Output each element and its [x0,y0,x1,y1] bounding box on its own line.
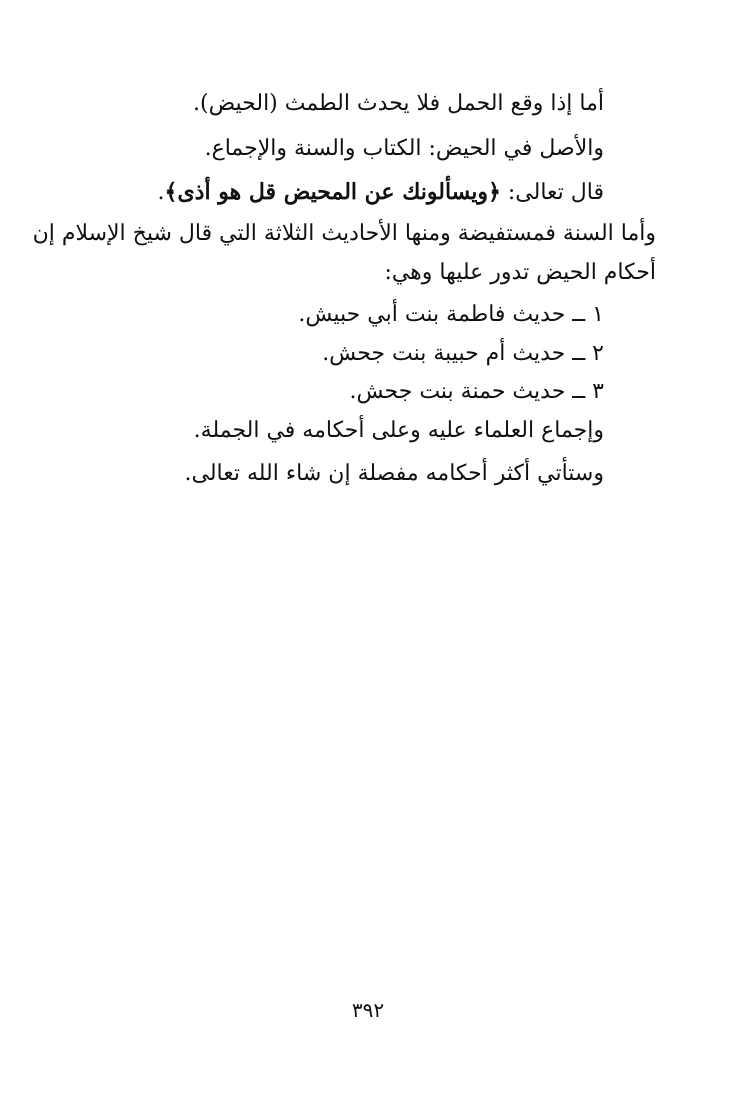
quran-end: . [157,180,165,205]
text-line-1: أما إذا وقع الحمل فلا يحدث الطمث (الحيض). [193,91,604,116]
text-line-4: وأما السنة فمستفيضة ومنها الأحاديث الثلاثة التي قال شيخ الإسلام إن [32,221,656,246]
quran-citation-line [158,174,604,210]
page-number: ٣٩٢ [351,998,385,1022]
quran-intro: قال تعالى: [500,180,604,205]
text-line-5: أحكام الحيض تدور عليها وهي: [384,260,656,285]
list-item-2: ٢ ــ حديث أم حبيبة بنت جحش. [322,341,604,366]
text-line-2: والأصل في الحيض: الكتاب والسنة والإجماع. [204,136,604,161]
text-line-9: وإجماع العلماء عليه وعلى أحكامه في الجملة. [193,418,604,443]
list-item-1: ١ ــ حديث فاطمة بنت أبي حبيش. [298,302,604,327]
text-line-10: وستأتي أكثر أحكامه مفصلة إن شاء الله تعالى. [184,461,604,486]
list-item-3: ٣ ــ حديث حمنة بنت جحش. [349,379,604,404]
quran-verse: ﴿ويسألونك عن المحيض قل هو أذى﴾ [164,179,501,205]
